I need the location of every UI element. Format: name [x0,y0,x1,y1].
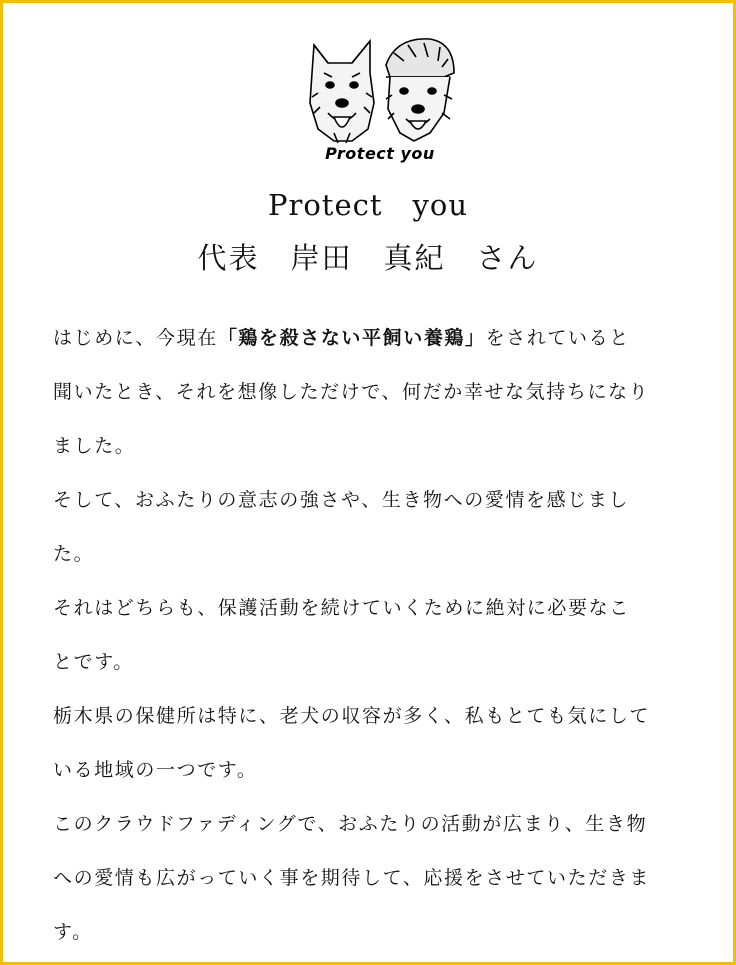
message-body [53,311,703,959]
representative-name: 代表 岸田 真紀 さん [197,241,539,275]
message-line: ました。 [53,435,136,457]
org-name: Protect you [267,188,469,222]
message-line: た。 [53,543,95,565]
message-line: そして、おふたりの意志の強さや、生き物への愛情を感じまし [53,489,630,511]
message-line: 聞いたとき、それを想像しただけで、何だか幸せな気持ちになり [53,381,650,403]
message-line [53,311,703,365]
message-line: への愛情も広がっていく事を期待して、応援をさせていただきま [53,867,651,889]
message-line: それはどちらも、保護活動を続けていくために絶対に必要なこ [53,597,630,619]
message-line: とです。 [53,651,134,673]
highlighted-phrase: 「鶏を殺さない平飼い養鶏」 [217,327,486,349]
message-text: をされていると [485,327,630,349]
message-text: はじめに、今現在 [53,327,218,349]
message-line: す。 [53,921,93,943]
logo-text: Protect you [325,144,435,163]
message-line: いる地域の一つです。 [53,759,258,781]
protect-you-logo [304,33,456,165]
message-line: このクラウドファディングで、おふたりの活動が広まり、生き物 [53,813,648,835]
message-line: 栃木県の保健所は特に、老犬の収容が多く、私もとても気にして [53,705,651,727]
